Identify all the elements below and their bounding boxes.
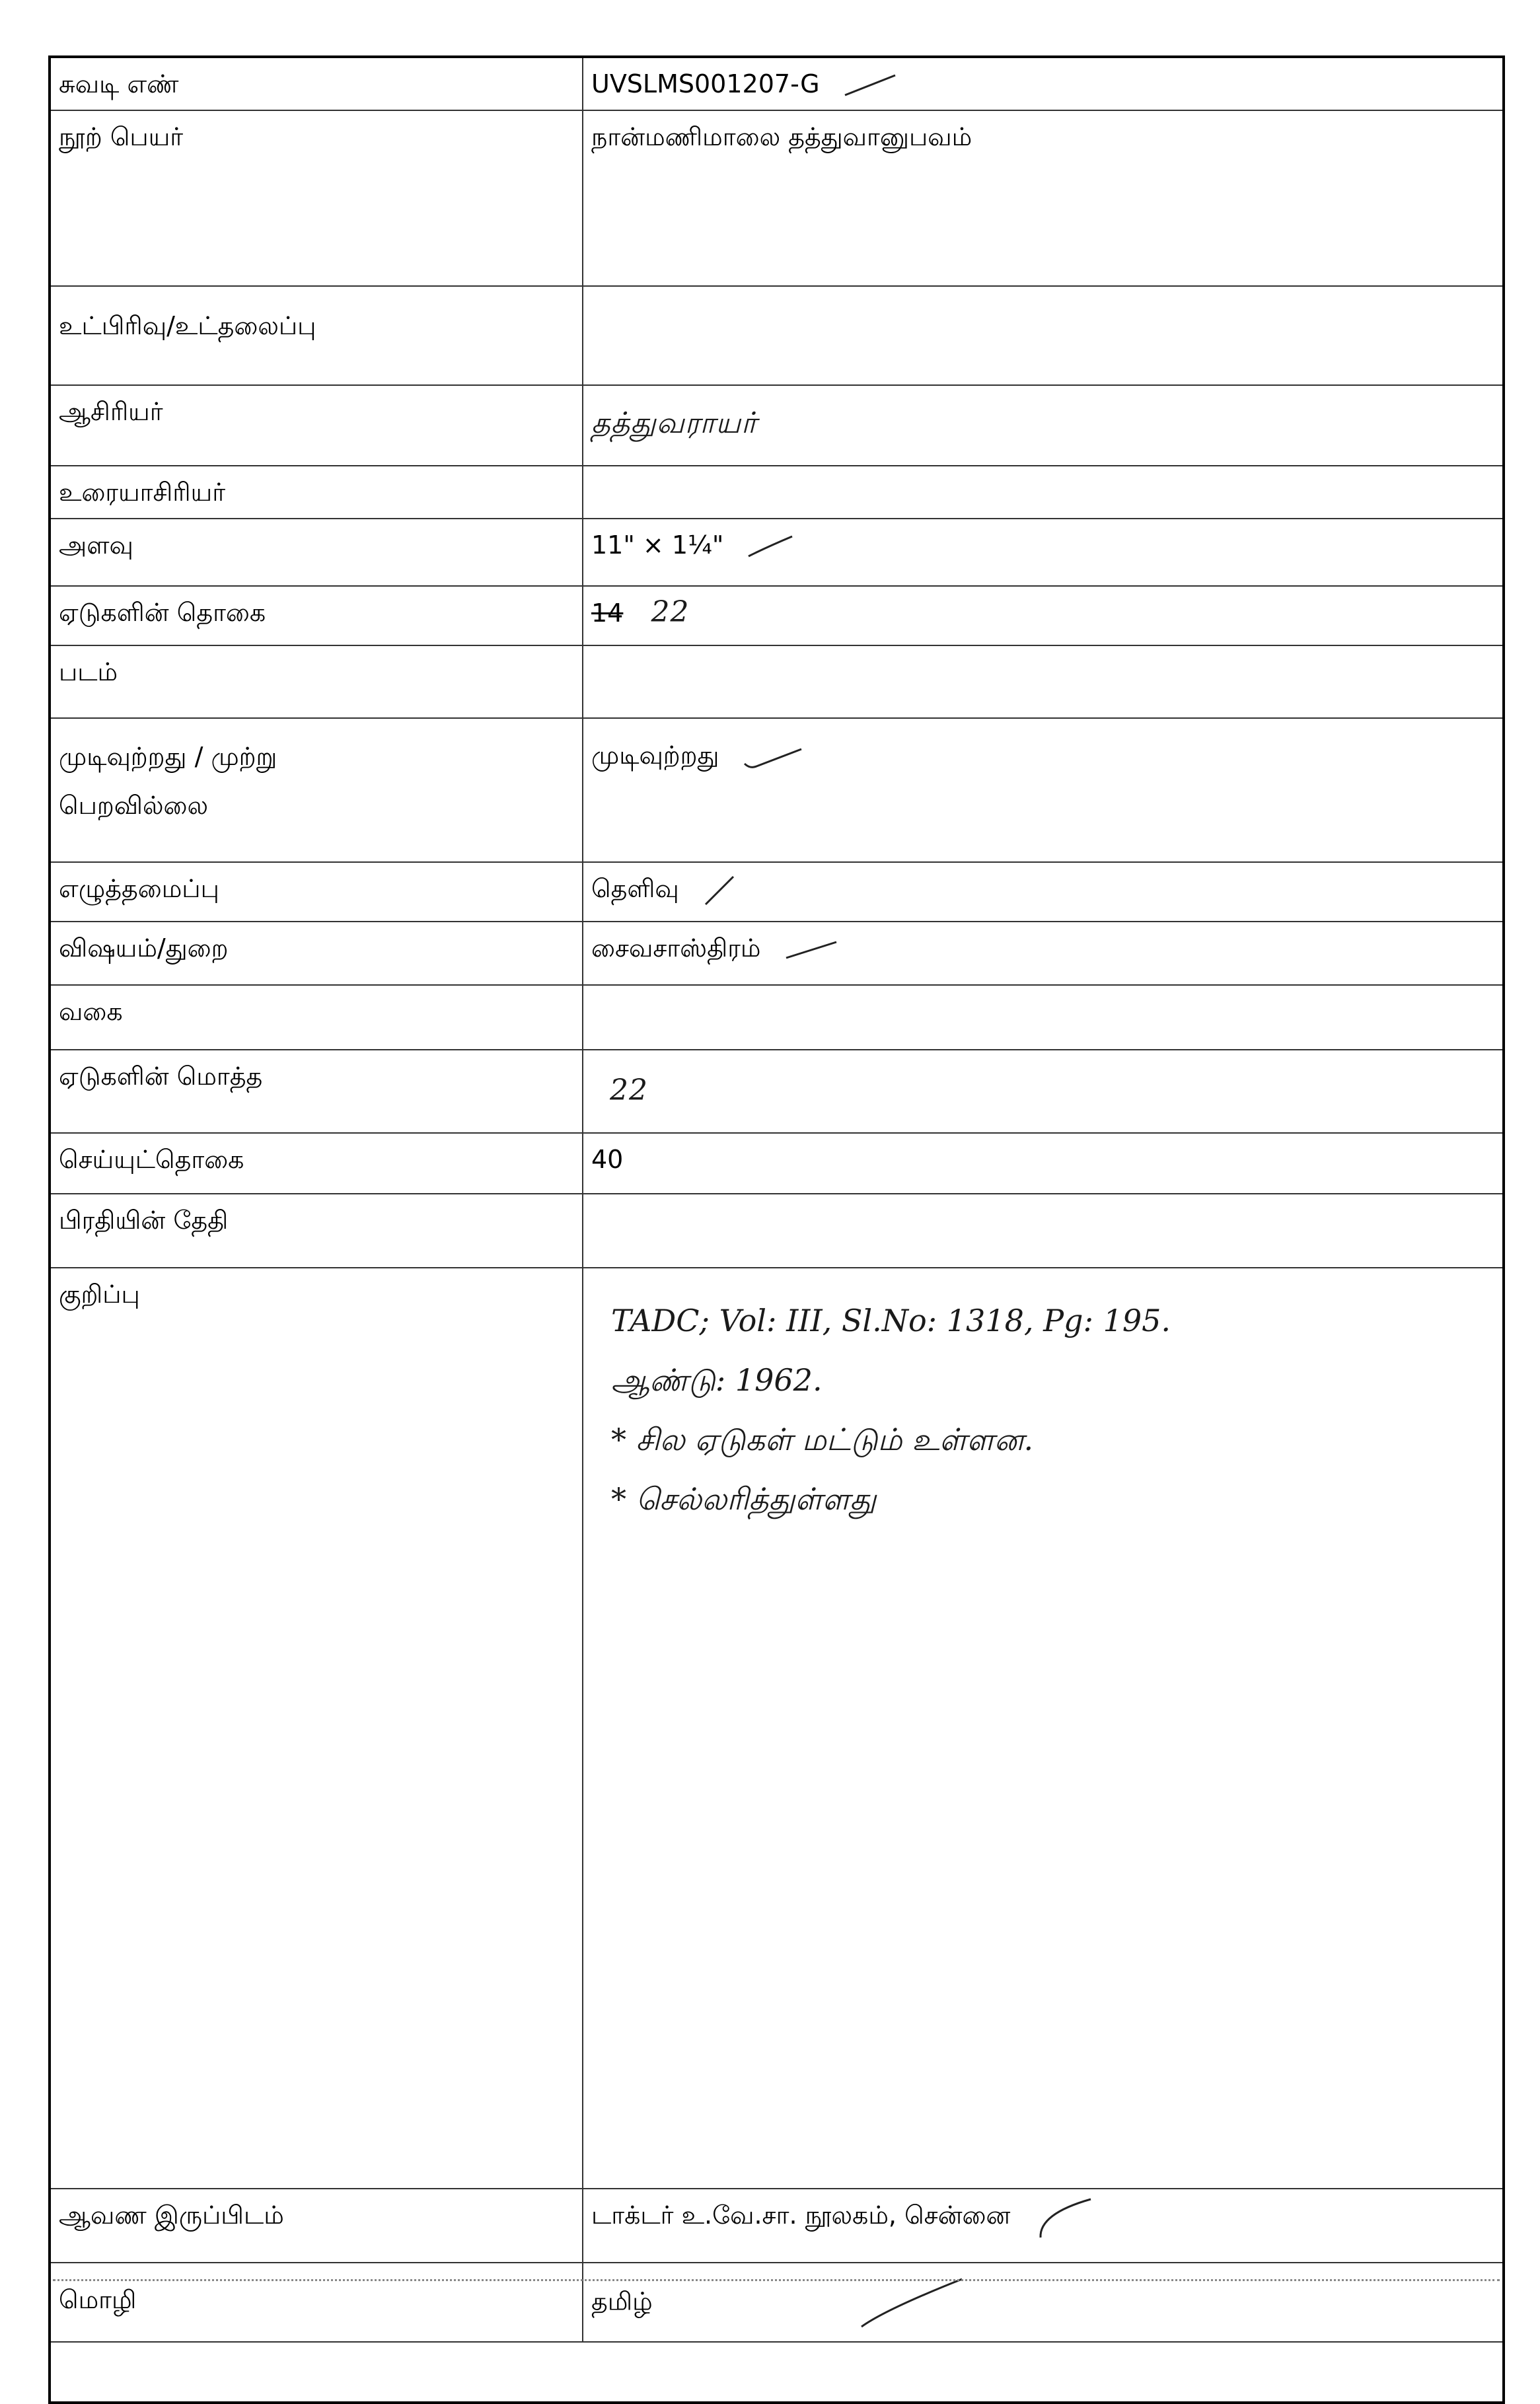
label-language: மொழி xyxy=(51,2263,583,2342)
completeness-text: முடிவுற்றது xyxy=(591,741,719,770)
label-verse-count: செய்யுட்தொகை xyxy=(51,1133,583,1194)
label-total-leaves: ஏடுகளின் மொத்த xyxy=(51,1050,583,1133)
leaf-count-struck: 14 xyxy=(591,599,624,628)
label-size: அளவு xyxy=(51,519,583,586)
value-manuscript-number xyxy=(583,58,1502,110)
label-copy-date: பிரதியின் தேதி xyxy=(51,1194,583,1268)
row-script xyxy=(51,862,1502,922)
row-repository xyxy=(51,2189,1502,2263)
subject-text: சைவசாஸ்திரம் xyxy=(591,933,761,963)
row-size xyxy=(51,519,1502,586)
value-language xyxy=(583,2263,1502,2342)
row-category xyxy=(51,985,1502,1050)
check-mark-icon xyxy=(747,534,793,560)
value-script xyxy=(583,862,1502,922)
label-notes: குறிப்பு xyxy=(51,1268,583,2189)
row-notes xyxy=(51,1268,1502,2189)
label-manuscript-number: சுவடி எண் xyxy=(51,58,583,110)
check-mark-icon xyxy=(844,73,897,99)
language-text: தமிழ் xyxy=(591,2286,653,2316)
leaf-count-handwritten: 22 xyxy=(651,595,690,629)
value-category xyxy=(583,985,1502,1050)
size-text: 11" × 1¼" xyxy=(591,530,724,560)
label-title: நூற் பெயர் xyxy=(51,110,583,286)
value-verse-count: 40 xyxy=(583,1133,1502,1194)
check-mark-icon xyxy=(785,937,838,963)
note-line: * சில ஏடுகள் மட்டும் உள்ளன. xyxy=(611,1422,1034,1457)
script-text: தெளிவு xyxy=(591,874,679,903)
value-subject xyxy=(583,922,1502,985)
value-illustration xyxy=(583,645,1502,718)
label-script: எழுத்தமைப்பு xyxy=(51,862,583,922)
repository-text: டாக்டர் உ.வே.சா. நூலகம், சென்னை xyxy=(591,2201,1011,2230)
label-author: ஆசிரியர் xyxy=(51,385,583,466)
manuscript-record-table xyxy=(51,58,1502,2343)
manuscript-number-text: UVSLMS001207-G xyxy=(591,69,820,98)
check-mark-icon xyxy=(859,2277,965,2329)
row-author xyxy=(51,385,1502,466)
dotted-divider xyxy=(53,2279,1500,2281)
note-line: * செல்லரித்துள்ளது xyxy=(611,1481,877,1517)
label-illustration: படம் xyxy=(51,645,583,718)
row-manuscript-number xyxy=(51,58,1502,110)
value-completeness xyxy=(583,718,1502,862)
value-leaf-count xyxy=(583,586,1502,645)
value-repository xyxy=(583,2189,1502,2263)
notes-block xyxy=(591,1271,1494,1529)
row-illustration xyxy=(51,645,1502,718)
label-completeness: முடிவுற்றது / முற்று பெறவில்லை xyxy=(51,718,583,862)
label-subject: விஷயம்/துறை xyxy=(51,922,583,985)
label-leaf-count: ஏடுகளின் தொகை xyxy=(51,586,583,645)
check-mark-icon xyxy=(703,874,736,907)
label-category: வகை xyxy=(51,985,583,1050)
value-total-leaves xyxy=(583,1050,1502,1133)
value-title: நான்மணிமாலை தத்துவானுபவம் xyxy=(583,110,1502,286)
check-mark-icon xyxy=(1034,2194,1093,2240)
value-subtitle xyxy=(583,286,1502,385)
label-commentator: உரையாசிரியர் xyxy=(51,466,583,519)
row-verse-count xyxy=(51,1133,1502,1194)
value-author xyxy=(583,385,1502,466)
label-repository: ஆவண இருப்பிடம் xyxy=(51,2189,583,2263)
note-line: TADC; Vol: III, Sl.No: 1318, Pg: 195. xyxy=(611,1303,1171,1338)
note-line: ஆண்டு: 1962. xyxy=(611,1362,823,1398)
value-copy-date xyxy=(583,1194,1502,1268)
check-mark-icon xyxy=(743,744,803,770)
row-subject xyxy=(51,922,1502,985)
catalog-sheet xyxy=(48,55,1505,2404)
row-commentator xyxy=(51,466,1502,519)
row-subtitle xyxy=(51,286,1502,385)
total-leaves-handwritten: 22 xyxy=(610,1074,648,1107)
author-handwritten: தத்துவராயர் xyxy=(591,406,758,440)
value-size xyxy=(583,519,1502,586)
row-total-leaves xyxy=(51,1050,1502,1133)
value-commentator xyxy=(583,466,1502,519)
row-copy-date xyxy=(51,1194,1502,1268)
label-subtitle: உட்பிரிவு/உட்தலைப்பு xyxy=(51,286,583,385)
row-completeness xyxy=(51,718,1502,862)
row-title xyxy=(51,110,1502,286)
value-notes xyxy=(583,1268,1502,2189)
row-language xyxy=(51,2263,1502,2342)
row-leaf-count xyxy=(51,586,1502,645)
